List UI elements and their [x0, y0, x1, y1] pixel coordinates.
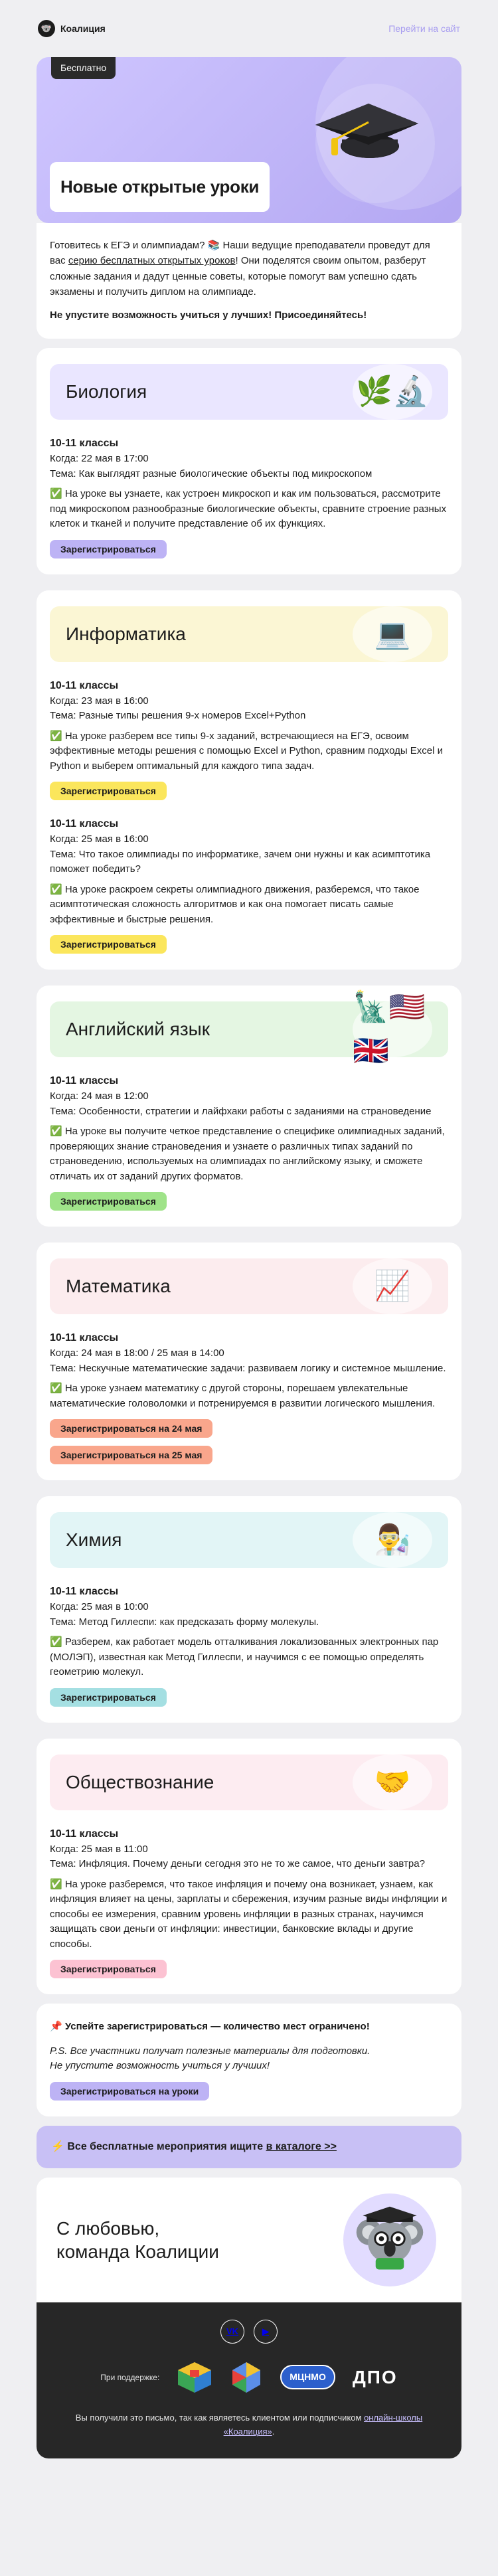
lesson-description: ✅ На уроке разберем все типы 9-х заданий, встречающиеся на ЕГЭ, освоим эффективные методы решения с помощью Excel и Python, сравним подходы Excel и Python и выберем оптимальный для каждого типа задач. — [50, 730, 444, 772]
subject-card — [37, 1496, 461, 1723]
lesson-date: Когда: 25 мая в 16:00 — [50, 833, 149, 845]
partner-dpo-logo: ДПО — [352, 2366, 398, 2387]
subject-title: Обществознание — [66, 1771, 214, 1792]
lesson-topic: Тема: Метод Гиллеспи: как предсказать форму молекулы. — [50, 1616, 319, 1628]
intro-text: Готовитесь к ЕГЭ и олимпиадам? 📚 Наши ведущие преподаватели проведут для вас серию бесплатных открытых уроков! Они поделятся своим опытом, разберут сложные задания и дадут ценные советы, которые помогут вам успешно сдать экзамены и получить диплом на олимпиаде. — [50, 240, 430, 298]
hero-title: Новые открытые уроки — [50, 162, 270, 212]
partners-row — [50, 2361, 448, 2394]
lesson-topic: Тема: Что такое олимпиады по информатике, зачем они нужны и как асимптотика поможет победить? — [50, 848, 431, 875]
subject-header — [50, 991, 448, 1068]
subject-header — [50, 606, 448, 662]
scientist-icon: 👨‍🔬 — [353, 1512, 432, 1568]
promo-ps-2: Не упустите возможность учиться у лучших! — [50, 2060, 270, 2072]
subject-card — [37, 986, 461, 1227]
lesson-date: Когда: 24 мая в 12:00 — [50, 1090, 149, 1102]
lesson-grade: 10-11 классы — [50, 1586, 119, 1598]
subject-card — [37, 1243, 461, 1480]
footer-note: Вы получили это письмо, так как являетесь клиентом или подписчиком онлайн-школы «Коалиция». — [75, 2412, 423, 2437]
intro-callout: Не упустите возможность учиться у лучших! Присоединяйтесь! — [50, 309, 367, 321]
promo-headline: 📌 Успейте зарегистрироваться — количество мест ограничено! — [50, 2021, 370, 2033]
lesson-block — [50, 436, 448, 558]
lesson-date: Когда: 25 мая в 11:00 — [50, 1843, 148, 1855]
open-lessons-link[interactable]: серию бесплатных открытых уроков — [68, 255, 236, 267]
lesson-block — [50, 1826, 448, 1979]
vk-icon[interactable]: VK — [220, 2320, 244, 2344]
lesson-date: Когда: 22 мая в 17:00 — [50, 453, 149, 465]
koala-mascot-icon — [343, 2193, 436, 2286]
email-container — [37, 0, 461, 2458]
lesson-grade: 10-11 классы — [50, 1332, 119, 1344]
promo-ps: P.S. Все участники получат полезные материалы для подготовки. — [50, 2045, 371, 2057]
lesson-grade: 10-11 классы — [50, 1075, 119, 1087]
chart-increasing-icon: 📈 — [353, 1258, 432, 1314]
subject-header — [50, 364, 448, 420]
lesson-topic: Тема: Инфляция. Почему деньги сегодня это не то же самое, что деньги завтра? — [50, 1858, 425, 1870]
lesson-grade: 10-11 классы — [50, 679, 119, 691]
catalog-link[interactable]: в каталоге >> — [266, 2140, 337, 2152]
lesson-block — [50, 816, 448, 954]
lesson-block — [50, 1330, 448, 1464]
lesson-date: Когда: 25 мая в 10:00 — [50, 1601, 149, 1613]
lesson-description: ✅ Разберем, как работает модель отталкивания локализованных электронных пар (МОЛЭП), известная как Метод Гиллеспи, и научимся с ее помощью определять геометрию молекул. — [50, 1636, 439, 1678]
subject-title: Английский язык — [66, 1019, 210, 1040]
partners-label: При поддержке: — [100, 2372, 160, 2382]
subject-title: Биология — [66, 381, 147, 402]
lesson-grade: 10-11 классы — [50, 438, 119, 450]
register-button[interactable]: Зарегистрироваться — [50, 1192, 167, 1211]
laptop-icon: 💻 — [353, 606, 432, 662]
subject-header — [50, 1755, 448, 1810]
partner-mcnmo-logo: МЦНМО — [280, 2361, 335, 2394]
register-all-button[interactable]: Зарегистрироваться на уроки — [50, 2082, 209, 2101]
free-badge: Бесплатно — [51, 57, 116, 79]
graduation-cap-icon — [309, 84, 422, 177]
site-link[interactable]: Перейти на сайт — [388, 23, 460, 34]
top-bar — [37, 0, 461, 57]
lesson-topic: Тема: Как выглядят разные биологические объекты под микроскопом — [50, 468, 373, 479]
signoff-text: С любовью, команда Коалиции — [56, 2217, 219, 2262]
footer — [37, 2302, 461, 2459]
intro-card — [37, 223, 461, 339]
lesson-date: Когда: 23 мая в 16:00 — [50, 695, 149, 707]
register-button[interactable]: Зарегистрироваться — [50, 540, 167, 558]
lesson-description: ✅ На уроке раскроем секреты олимпиадного движения, разберемся, что такое асимптотическая сложность алгоритмов и как она помогает писать самые эффективные и быстрые решения. — [50, 883, 420, 925]
subjects-list — [37, 348, 461, 1994]
register-button[interactable]: Зарегистрироваться на 24 мая — [50, 1419, 212, 1438]
lesson-grade: 10-11 классы — [50, 1828, 119, 1840]
lesson-topic: Тема: Разные типы решения 9-х номеров Excel+Python — [50, 710, 306, 722]
statue-of-liberty-icon: 🗽🇺🇸🇬🇧 — [353, 1001, 432, 1057]
promo-card — [37, 2004, 461, 2116]
lesson-description: ✅ На уроке вы узнаете, как устроен микроскоп и как им пользоваться, рассмотрите под микроскопом разнообразные биологические объекты, сравните строение разных клеток и тканей и получите представление об их функциях. — [50, 488, 447, 530]
lesson-date: Когда: 24 мая в 18:00 / 25 мая в 14:00 — [50, 1347, 224, 1359]
hero-banner — [37, 57, 461, 223]
register-button[interactable]: Зарегистрироваться — [50, 1960, 167, 1978]
register-button[interactable]: Зарегистрироваться — [50, 1688, 167, 1707]
subject-title: Информатика — [66, 623, 186, 644]
lesson-description: ✅ На уроке узнаем математику с другой стороны, порешаем увлекательные математические головоломки и потренируемся в развитии логического мышления. — [50, 1383, 436, 1409]
school-link[interactable]: онлайн-школы «Коалиция» — [223, 2412, 423, 2437]
subject-card — [37, 1739, 461, 1995]
signoff-card — [37, 2178, 461, 2302]
microscope-icon: 🌿🔬 — [353, 364, 432, 420]
handshake-icon: 🤝 — [353, 1755, 432, 1810]
subject-title: Химия — [66, 1529, 122, 1551]
partner-cube-logo-icon — [177, 2361, 212, 2394]
subject-title: Математика — [66, 1276, 171, 1297]
lesson-block — [50, 678, 448, 801]
lesson-topic: Тема: Особенности, стратегии и лайфхаки работы с заданиями на страноведение — [50, 1105, 432, 1117]
lesson-description: ✅ На уроке разберемся, что такое инфляция и почему она возникает, узнаем, как инфляция влияет на цены, зарплаты и сбережения, изучим разные виды инфляции и способы ее измерения, сравним уровень инфляции в разных странах, научимся защищать свои деньги от инфляции: инвестиции, банковские вклады и другие способы. — [50, 1878, 448, 1950]
lesson-block — [50, 1584, 448, 1707]
logo[interactable] — [38, 20, 106, 37]
koala-logo-icon: 🐨 — [38, 20, 55, 37]
lesson-topic: Тема: Нескучные математические задачи: развиваем логику и системное мышление. — [50, 1362, 446, 1374]
register-button[interactable]: Зарегистрироваться на 25 мая — [50, 1446, 212, 1464]
subject-header — [50, 1512, 448, 1568]
register-button[interactable]: Зарегистрироваться — [50, 935, 167, 954]
subject-card — [37, 590, 461, 970]
partner-hex-logo-icon — [230, 2361, 263, 2394]
subject-card — [37, 348, 461, 574]
lesson-grade: 10-11 классы — [50, 818, 119, 830]
lesson-block — [50, 1073, 448, 1211]
lesson-description: ✅ На уроке вы получите четкое представление о специфике олимпиадных заданий, проверяющих знание страноведения и узнаете о различных типах заданий по страноведению, используемых на олимпиадах по английскому языку, и сможете отличать их от заданий других форматов. — [50, 1126, 445, 1182]
register-button[interactable]: Зарегистрироваться — [50, 782, 167, 800]
subject-header — [50, 1258, 448, 1314]
logo-text: Коалиция — [60, 23, 106, 34]
social-links — [50, 2320, 448, 2344]
catalog-banner: ⚡ Все бесплатные мероприятия ищите в каталоге >> — [37, 2126, 461, 2168]
youtube-icon[interactable]: ▶ — [254, 2320, 278, 2344]
